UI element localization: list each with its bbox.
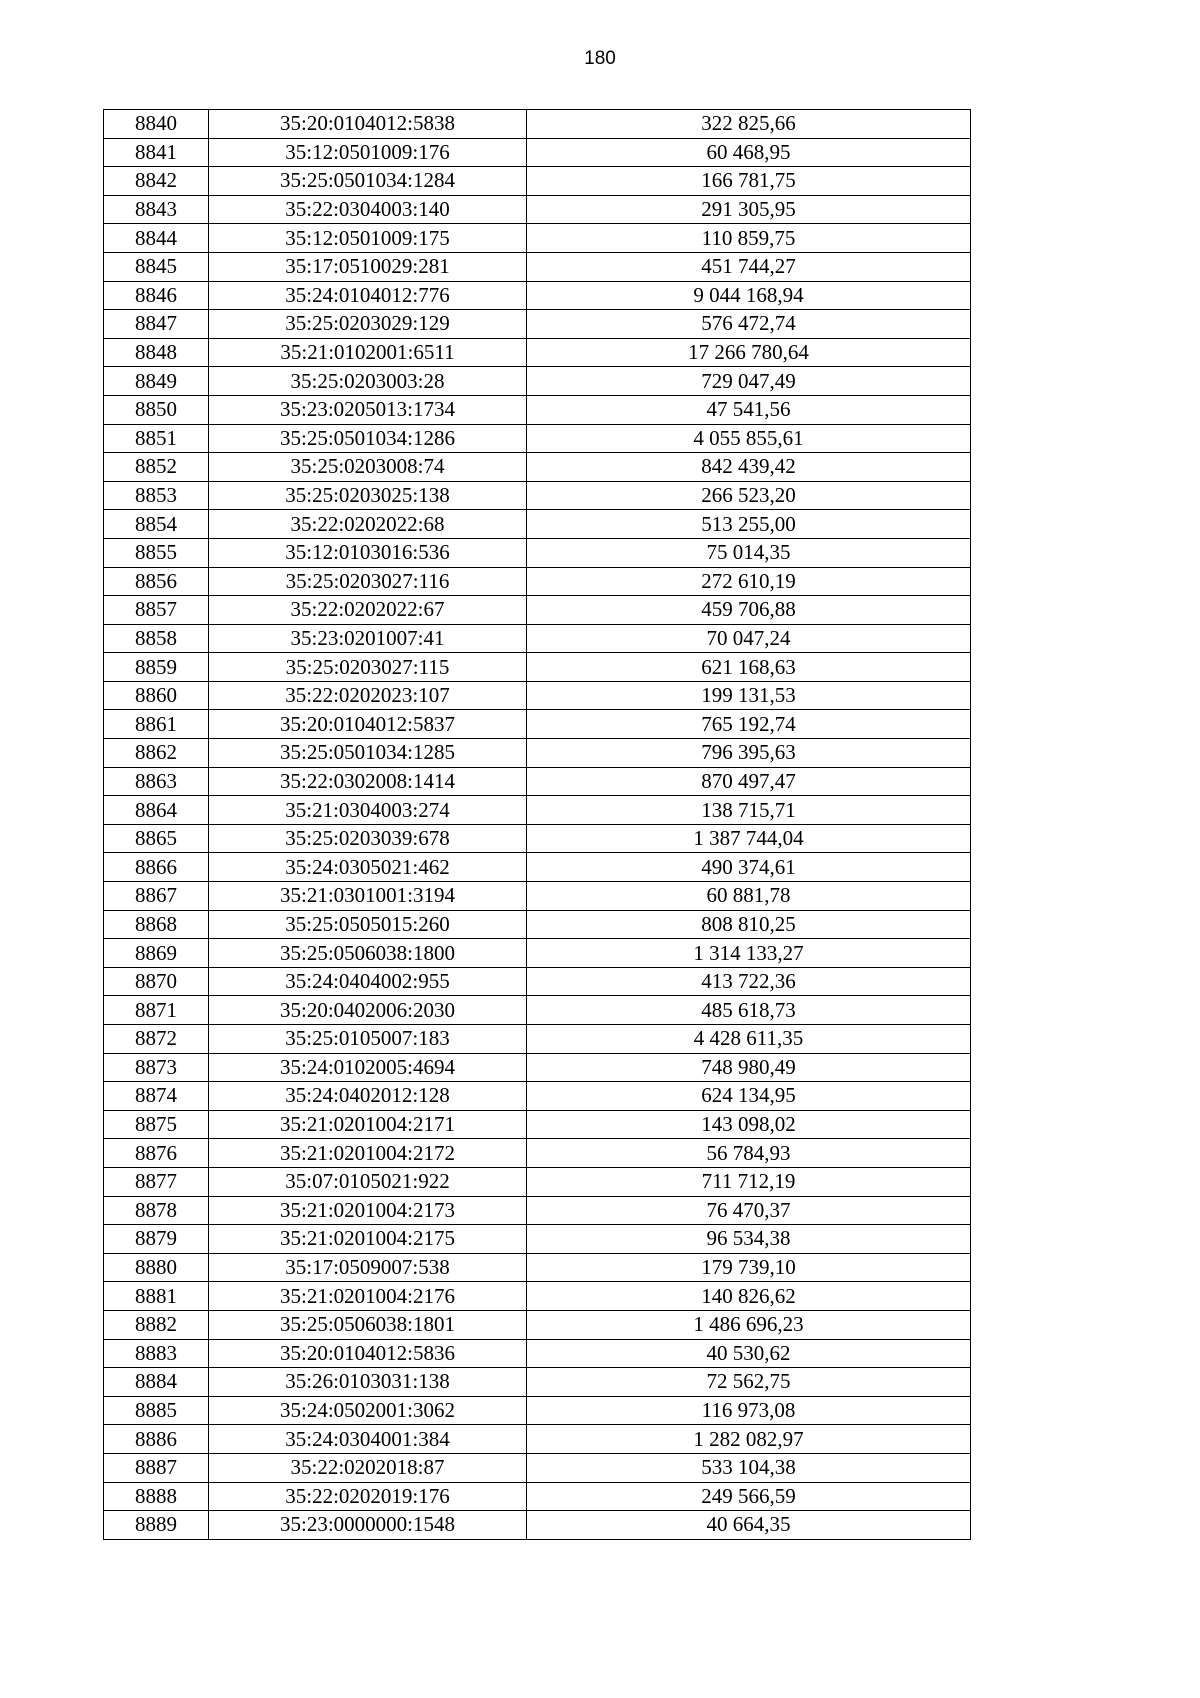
cadastral-number-cell: 35:17:0509007:538 <box>209 1253 527 1282</box>
row-number-cell: 8887 <box>104 1453 209 1482</box>
cadastral-value-cell: 17 266 780,64 <box>527 338 971 367</box>
table-row <box>104 910 971 939</box>
table-row <box>104 510 971 539</box>
row-number-cell: 8867 <box>104 882 209 911</box>
cadastral-value-cell: 143 098,02 <box>527 1110 971 1139</box>
cadastral-number-cell: 35:24:0104012:776 <box>209 281 527 310</box>
cadastral-value-cell: 451 744,27 <box>527 252 971 281</box>
cadastral-number-cell: 35:23:0205013:1734 <box>209 395 527 424</box>
cadastral-value-cell: 47 541,56 <box>527 395 971 424</box>
table-row <box>104 653 971 682</box>
table-row <box>104 1253 971 1282</box>
table-body <box>104 110 971 1540</box>
cadastral-value-cell: 9 044 168,94 <box>527 281 971 310</box>
row-number-cell: 8870 <box>104 967 209 996</box>
cadastral-number-cell: 35:25:0501034:1284 <box>209 167 527 196</box>
cadastral-value-cell: 56 784,93 <box>527 1139 971 1168</box>
table-row <box>104 1396 971 1425</box>
cadastral-number-cell: 35:12:0501009:175 <box>209 224 527 253</box>
cadastral-value-cell: 729 047,49 <box>527 367 971 396</box>
cadastral-number-cell: 35:20:0104012:5837 <box>209 710 527 739</box>
row-number-cell: 8848 <box>104 338 209 367</box>
cadastral-value-cell: 459 706,88 <box>527 596 971 625</box>
row-number-cell: 8885 <box>104 1396 209 1425</box>
cadastral-value-cell: 140 826,62 <box>527 1282 971 1311</box>
table-row <box>104 710 971 739</box>
table-row <box>104 424 971 453</box>
cadastral-value-cell: 4 055 855,61 <box>527 424 971 453</box>
cadastral-number-cell: 35:25:0501034:1286 <box>209 424 527 453</box>
cadastral-value-cell: 249 566,59 <box>527 1482 971 1511</box>
row-number-cell: 8859 <box>104 653 209 682</box>
table-row <box>104 538 971 567</box>
row-number-cell: 8861 <box>104 710 209 739</box>
table-row <box>104 1453 971 1482</box>
cadastral-number-cell: 35:24:0102005:4694 <box>209 1053 527 1082</box>
page-number: 180 <box>584 48 616 69</box>
table-row <box>104 967 971 996</box>
cadastral-value-cell: 166 781,75 <box>527 167 971 196</box>
table-row <box>104 624 971 653</box>
row-number-cell: 8852 <box>104 453 209 482</box>
row-number-cell: 8873 <box>104 1053 209 1082</box>
table-row <box>104 1368 971 1397</box>
table-row <box>104 1282 971 1311</box>
cadastral-value-cell: 621 168,63 <box>527 653 971 682</box>
cadastral-number-cell: 35:21:0304003:274 <box>209 796 527 825</box>
cadastral-value-cell: 266 523,20 <box>527 481 971 510</box>
row-number-cell: 8882 <box>104 1310 209 1339</box>
cadastral-value-cell: 485 618,73 <box>527 996 971 1025</box>
cadastral-number-cell: 35:25:0203008:74 <box>209 453 527 482</box>
cadastral-number-cell: 35:25:0505015:260 <box>209 910 527 939</box>
cadastral-value-cell: 413 722,36 <box>527 967 971 996</box>
row-number-cell: 8888 <box>104 1482 209 1511</box>
table-row <box>104 882 971 911</box>
row-number-cell: 8854 <box>104 510 209 539</box>
cadastral-number-cell: 35:25:0203025:138 <box>209 481 527 510</box>
cadastral-value-cell: 748 980,49 <box>527 1053 971 1082</box>
row-number-cell: 8843 <box>104 195 209 224</box>
cadastral-value-cell: 96 534,38 <box>527 1225 971 1254</box>
row-number-cell: 8877 <box>104 1167 209 1196</box>
cadastral-value-cell: 796 395,63 <box>527 739 971 768</box>
table-row <box>104 281 971 310</box>
cadastral-value-cell: 110 859,75 <box>527 224 971 253</box>
table-row <box>104 1053 971 1082</box>
cadastral-value-cell: 40 664,35 <box>527 1511 971 1540</box>
row-number-cell: 8869 <box>104 939 209 968</box>
cadastral-number-cell: 35:20:0104012:5838 <box>209 110 527 139</box>
table-row <box>104 195 971 224</box>
cadastral-value-cell: 4 428 611,35 <box>527 1025 971 1054</box>
table-row <box>104 739 971 768</box>
table-row <box>104 338 971 367</box>
table-row <box>104 1482 971 1511</box>
cadastral-value-cell: 533 104,38 <box>527 1453 971 1482</box>
table-row <box>104 224 971 253</box>
cadastral-value-cell: 322 825,66 <box>527 110 971 139</box>
row-number-cell: 8871 <box>104 996 209 1025</box>
cadastral-number-cell: 35:25:0203027:115 <box>209 653 527 682</box>
row-number-cell: 8855 <box>104 538 209 567</box>
table-row <box>104 110 971 139</box>
cadastral-value-cell: 60 468,95 <box>527 138 971 167</box>
table-row <box>104 1310 971 1339</box>
cadastral-number-cell: 35:24:0304001:384 <box>209 1425 527 1454</box>
cadastral-value-cell: 1 282 082,97 <box>527 1425 971 1454</box>
cadastral-number-cell: 35:23:0000000:1548 <box>209 1511 527 1540</box>
table-row <box>104 481 971 510</box>
cadastral-value-cell: 624 134,95 <box>527 1082 971 1111</box>
cadastral-value-cell: 1 314 133,27 <box>527 939 971 968</box>
table-row <box>104 1339 971 1368</box>
table-row <box>104 1196 971 1225</box>
cadastral-value-cell: 138 715,71 <box>527 796 971 825</box>
cadastral-value-cell: 199 131,53 <box>527 681 971 710</box>
row-number-cell: 8875 <box>104 1110 209 1139</box>
cadastral-value-cell: 808 810,25 <box>527 910 971 939</box>
cadastral-number-cell: 35:22:0202022:67 <box>209 596 527 625</box>
cadastral-value-cell: 490 374,61 <box>527 853 971 882</box>
cadastral-number-cell: 35:12:0501009:176 <box>209 138 527 167</box>
cadastral-number-cell: 35:25:0203003:28 <box>209 367 527 396</box>
row-number-cell: 8847 <box>104 310 209 339</box>
table-row <box>104 796 971 825</box>
table-row <box>104 138 971 167</box>
table-row <box>104 1167 971 1196</box>
cadastral-number-cell: 35:21:0301001:3194 <box>209 882 527 911</box>
table-row <box>104 1139 971 1168</box>
cadastral-number-cell: 35:22:0304003:140 <box>209 195 527 224</box>
row-number-cell: 8878 <box>104 1196 209 1225</box>
table-row <box>104 1225 971 1254</box>
cadastral-number-cell: 35:20:0402006:2030 <box>209 996 527 1025</box>
cadastral-number-cell: 35:17:0510029:281 <box>209 252 527 281</box>
cadastral-number-cell: 35:25:0203029:129 <box>209 310 527 339</box>
table-row <box>104 681 971 710</box>
row-number-cell: 8865 <box>104 824 209 853</box>
row-number-cell: 8863 <box>104 767 209 796</box>
cadastral-value-table <box>103 109 971 1540</box>
cadastral-number-cell: 35:22:0302008:1414 <box>209 767 527 796</box>
row-number-cell: 8856 <box>104 567 209 596</box>
table-row <box>104 310 971 339</box>
row-number-cell: 8858 <box>104 624 209 653</box>
cadastral-value-cell: 116 973,08 <box>527 1396 971 1425</box>
table-row <box>104 996 971 1025</box>
cadastral-value-cell: 70 047,24 <box>527 624 971 653</box>
table-row <box>104 1110 971 1139</box>
row-number-cell: 8850 <box>104 395 209 424</box>
row-number-cell: 8889 <box>104 1511 209 1540</box>
row-number-cell: 8840 <box>104 110 209 139</box>
table-row <box>104 252 971 281</box>
row-number-cell: 8866 <box>104 853 209 882</box>
cadastral-value-cell: 1 387 744,04 <box>527 824 971 853</box>
cadastral-number-cell: 35:12:0103016:536 <box>209 538 527 567</box>
cadastral-number-cell: 35:21:0201004:2172 <box>209 1139 527 1168</box>
row-number-cell: 8868 <box>104 910 209 939</box>
row-number-cell: 8886 <box>104 1425 209 1454</box>
cadastral-value-cell: 842 439,42 <box>527 453 971 482</box>
cadastral-value-cell: 75 014,35 <box>527 538 971 567</box>
cadastral-number-cell: 35:21:0201004:2175 <box>209 1225 527 1254</box>
row-number-cell: 8849 <box>104 367 209 396</box>
cadastral-value-cell: 179 739,10 <box>527 1253 971 1282</box>
cadastral-number-cell: 35:26:0103031:138 <box>209 1368 527 1397</box>
table-row <box>104 596 971 625</box>
cadastral-value-cell: 576 472,74 <box>527 310 971 339</box>
cadastral-number-cell: 35:24:0402012:128 <box>209 1082 527 1111</box>
cadastral-value-cell: 291 305,95 <box>527 195 971 224</box>
row-number-cell: 8881 <box>104 1282 209 1311</box>
cadastral-value-cell: 1 486 696,23 <box>527 1310 971 1339</box>
row-number-cell: 8872 <box>104 1025 209 1054</box>
row-number-cell: 8860 <box>104 681 209 710</box>
row-number-cell: 8879 <box>104 1225 209 1254</box>
cadastral-value-cell: 765 192,74 <box>527 710 971 739</box>
cadastral-number-cell: 35:21:0201004:2171 <box>209 1110 527 1139</box>
row-number-cell: 8853 <box>104 481 209 510</box>
table-row <box>104 1082 971 1111</box>
table-row <box>104 395 971 424</box>
cadastral-value-cell: 40 530,62 <box>527 1339 971 1368</box>
table-row <box>104 167 971 196</box>
cadastral-number-cell: 35:24:0502001:3062 <box>209 1396 527 1425</box>
cadastral-number-cell: 35:22:0202018:87 <box>209 1453 527 1482</box>
cadastral-value-cell: 513 255,00 <box>527 510 971 539</box>
cadastral-number-cell: 35:24:0305021:462 <box>209 853 527 882</box>
table-row <box>104 1511 971 1540</box>
cadastral-value-cell: 870 497,47 <box>527 767 971 796</box>
row-number-cell: 8841 <box>104 138 209 167</box>
table-row <box>104 1425 971 1454</box>
cadastral-number-cell: 35:25:0506038:1801 <box>209 1310 527 1339</box>
table-row <box>104 567 971 596</box>
cadastral-number-cell: 35:24:0404002:955 <box>209 967 527 996</box>
row-number-cell: 8851 <box>104 424 209 453</box>
cadastral-number-cell: 35:21:0201004:2176 <box>209 1282 527 1311</box>
row-number-cell: 8874 <box>104 1082 209 1111</box>
table-row <box>104 767 971 796</box>
cadastral-number-cell: 35:22:0202023:107 <box>209 681 527 710</box>
row-number-cell: 8857 <box>104 596 209 625</box>
row-number-cell: 8842 <box>104 167 209 196</box>
cadastral-number-cell: 35:25:0506038:1800 <box>209 939 527 968</box>
cadastral-number-cell: 35:20:0104012:5836 <box>209 1339 527 1368</box>
row-number-cell: 8880 <box>104 1253 209 1282</box>
cadastral-number-cell: 35:25:0501034:1285 <box>209 739 527 768</box>
row-number-cell: 8883 <box>104 1339 209 1368</box>
table-row <box>104 853 971 882</box>
cadastral-number-cell: 35:25:0105007:183 <box>209 1025 527 1054</box>
cadastral-number-cell: 35:25:0203039:678 <box>209 824 527 853</box>
cadastral-value-cell: 272 610,19 <box>527 567 971 596</box>
cadastral-number-cell: 35:23:0201007:41 <box>209 624 527 653</box>
cadastral-number-cell: 35:25:0203027:116 <box>209 567 527 596</box>
cadastral-number-cell: 35:21:0102001:6511 <box>209 338 527 367</box>
row-number-cell: 8876 <box>104 1139 209 1168</box>
table-row <box>104 1025 971 1054</box>
cadastral-value-cell: 76 470,37 <box>527 1196 971 1225</box>
row-number-cell: 8846 <box>104 281 209 310</box>
row-number-cell: 8844 <box>104 224 209 253</box>
cadastral-number-cell: 35:21:0201004:2173 <box>209 1196 527 1225</box>
table-row <box>104 367 971 396</box>
cadastral-number-cell: 35:22:0202019:176 <box>209 1482 527 1511</box>
cadastral-value-cell: 711 712,19 <box>527 1167 971 1196</box>
table-row <box>104 939 971 968</box>
cadastral-value-cell: 60 881,78 <box>527 882 971 911</box>
table-row <box>104 824 971 853</box>
cadastral-number-cell: 35:07:0105021:922 <box>209 1167 527 1196</box>
row-number-cell: 8845 <box>104 252 209 281</box>
cadastral-value-cell: 72 562,75 <box>527 1368 971 1397</box>
row-number-cell: 8884 <box>104 1368 209 1397</box>
row-number-cell: 8864 <box>104 796 209 825</box>
table-row <box>104 453 971 482</box>
row-number-cell: 8862 <box>104 739 209 768</box>
cadastral-number-cell: 35:22:0202022:68 <box>209 510 527 539</box>
